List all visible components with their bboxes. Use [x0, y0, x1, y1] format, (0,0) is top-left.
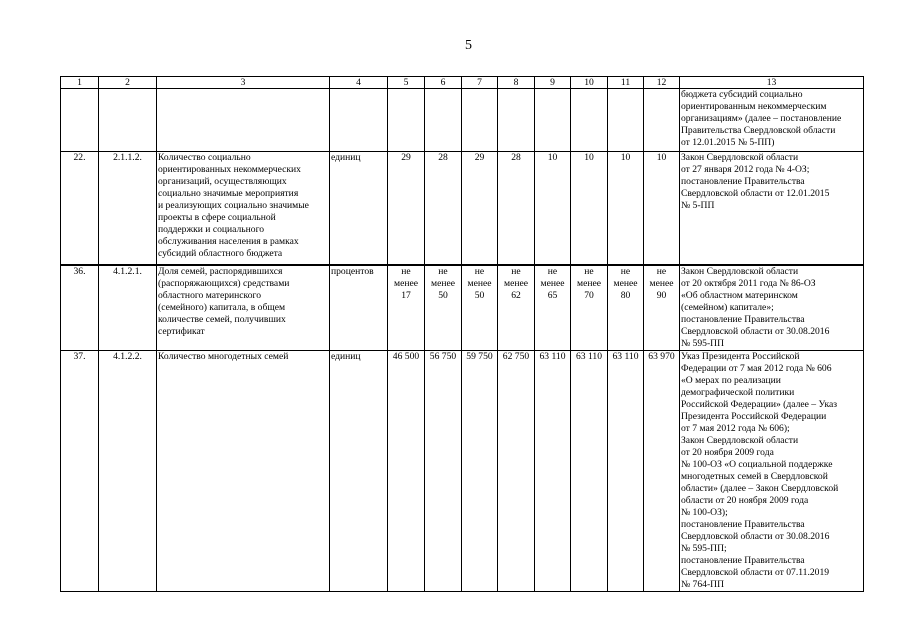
value-cell: 29	[462, 152, 498, 266]
value-cell: 29	[388, 152, 425, 266]
row-number-cell: 36.	[61, 265, 99, 351]
empty-cell	[388, 89, 425, 152]
indicators-table	[60, 76, 864, 592]
row-number-cell: 37.	[61, 351, 99, 592]
value-cell: 56 750	[425, 351, 462, 592]
header-cell: 7	[462, 77, 498, 89]
value-cell: не менее 62	[498, 265, 535, 351]
row-code-cell: 4.1.2.2.	[99, 351, 157, 592]
empty-cell	[462, 89, 498, 152]
value-cell: 28	[498, 152, 535, 266]
source-cell: Закон Свердловской области от 27 января 2012 года № 4-ОЗ; постановление Правительства Свердловской области от 12.01.2015 № 5-ПП	[680, 152, 864, 266]
value-cell: не менее 70	[571, 265, 608, 351]
row-code-cell: 2.1.1.2.	[99, 152, 157, 266]
empty-cell	[608, 89, 644, 152]
value-cell: не менее 17	[388, 265, 425, 351]
empty-cell	[61, 89, 99, 152]
header-cell: 6	[425, 77, 462, 89]
header-cell: 9	[535, 77, 571, 89]
indicator-name-cell: Количество многодетных семей	[157, 351, 330, 592]
empty-cell	[99, 89, 157, 152]
header-cell: 1	[61, 77, 99, 89]
empty-cell	[644, 89, 680, 152]
header-cell: 2	[99, 77, 157, 89]
indicator-name-cell: Доля семей, распорядившихся (распоряжающихся) средствами областного материнского (семейного) капитала, в общем количестве семей, получивших сертификат	[157, 265, 330, 351]
table-row	[61, 265, 864, 351]
header-cell: 13	[680, 77, 864, 89]
unit-cell: единиц	[330, 152, 388, 266]
unit-cell: процентов	[330, 265, 388, 351]
indicator-name-cell: Количество социально ориентированных некоммерческих организаций, осуществляющих социально значимые мероприятия и реализующих социально значимые проекты в сфере социальной поддержки и социального обслуживания населения в рамках субсидий областного бюджета	[157, 152, 330, 266]
empty-cell	[535, 89, 571, 152]
table-row	[61, 152, 864, 266]
header-cell: 4	[330, 77, 388, 89]
empty-cell	[571, 89, 608, 152]
source-cell: Закон Свердловской области от 20 октября 2011 года № 86-ОЗ «Об областном материнском (семейном) капитале»; постановление Правительства Свердловской области от 30.08.2016 № 595-ПП	[680, 265, 864, 351]
value-cell: 10	[608, 152, 644, 266]
value-cell: 62 750	[498, 351, 535, 592]
empty-cell	[425, 89, 462, 152]
value-cell: 63 110	[608, 351, 644, 592]
value-cell: не менее 50	[462, 265, 498, 351]
row-code-cell: 4.1.2.1.	[99, 265, 157, 351]
value-cell: 63 110	[571, 351, 608, 592]
value-cell: 46 500	[388, 351, 425, 592]
unit-cell: единиц	[330, 351, 388, 592]
value-cell: 10	[571, 152, 608, 266]
row-number-cell: 22.	[61, 152, 99, 266]
header-cell: 10	[571, 77, 608, 89]
value-cell: не менее 80	[608, 265, 644, 351]
value-cell: не менее 50	[425, 265, 462, 351]
value-cell: 59 750	[462, 351, 498, 592]
value-cell: 10	[644, 152, 680, 266]
empty-cell	[157, 89, 330, 152]
value-cell: 28	[425, 152, 462, 266]
table-row	[61, 351, 864, 592]
source-cell: Указ Президента Российской Федерации от 7 мая 2012 года № 606 «О мерах по реализации демографической политики Российской Федерации» (далее – Указ Президента Российской Федерации от 7 мая 2012 года № 606); Закон Свердловской области от 20 ноября 2009 года № 100-ОЗ «О социальной поддержке многодетных семей в Свердловской области» (далее – Закон Свердловской области от 20 ноября 2009 года № 100-ОЗ); постановление Правительства Свердловской области от 30.08.2016 № 595-ПП; постановление Правительства Свердловской области от 07.11.2019 № 764-ПП	[680, 351, 864, 592]
header-cell: 12	[644, 77, 680, 89]
header-cell: 5	[388, 77, 425, 89]
page-number: 5	[465, 38, 472, 53]
header-cell: 8	[498, 77, 535, 89]
value-cell: 63 110	[535, 351, 571, 592]
value-cell: 10	[535, 152, 571, 266]
header-cell: 3	[157, 77, 330, 89]
empty-cell	[498, 89, 535, 152]
value-cell: не менее 90	[644, 265, 680, 351]
source-cell: бюджета субсидий социально ориентированным некоммерческим организациям» (далее – постановление Правительства Свердловской области от 12.01.2015 № 5-ПП)	[680, 89, 864, 152]
value-cell: не менее 65	[535, 265, 571, 351]
empty-cell	[330, 89, 388, 152]
value-cell: 63 970	[644, 351, 680, 592]
header-cell: 11	[608, 77, 644, 89]
table-header-row	[61, 77, 864, 89]
continuation-row	[61, 89, 864, 152]
